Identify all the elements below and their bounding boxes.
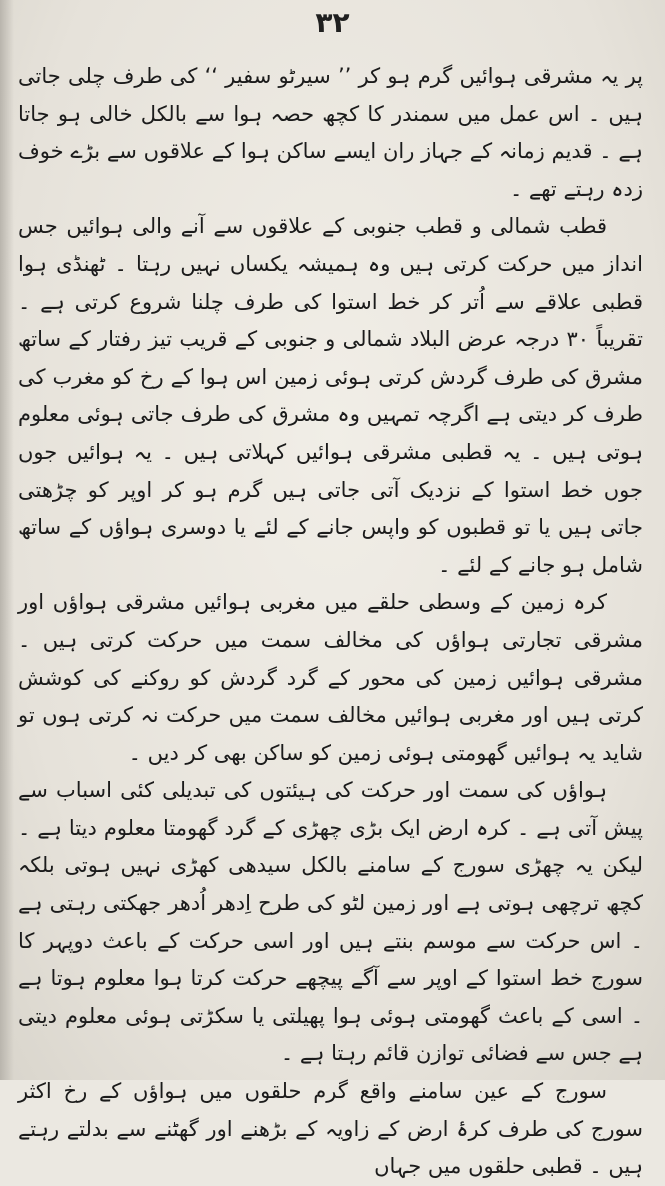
paragraph: کرہ زمین کے وسطی حلقے میں مغربی ہوائیں مشرقی ہواؤں اور مشرقی تجارتی ہواؤں کی مخالف سمت میں حرکت کرتی ہیں ۔ مشرقی ہوائیں زمین کی محور کے گرد گردش کو روکنے کی کوشش کرتی ہیں اور مغربی ہوائیں مخالف سمت میں حرکت نہ کرتی ہوں تو شاید یہ ہوائیں گھومتی ہوئی زمین کو ساکن بھی کر دیں ۔ <box>18 590 643 765</box>
paragraph: سورج کے عین سامنے واقع گرم حلقوں میں ہواؤں کے رخ اکثر سورج کی طرف کرۂ ارض کے زاویہ کے بڑھنے اور گھٹنے سے بدلتے رہتے ہیں ۔ قطبی حلقوں میں جہاں <box>18 1079 643 1179</box>
paragraph: قطب شمالی و قطب جنوبی کے علاقوں سے آنے والی ہوائیں جس انداز میں حرکت کرتی ہیں وہ ہمیشہ یکساں نہیں رہتا ۔ ٹھنڈی ہوا قطبی علاقے سے اُتر کر خط استوا کی طرف چلنا شروع کرتی ہے ۔ تقریباً ۳۰ درجہ عرض البلاد شمالی و جنوبی کے قریب تیز رفتار کے ساتھ مشرق کی طرف گردش کرتی ہوئی زمین اس ہوا کے رخ کو مغرب کی طرف کر دیتی ہے اگرچہ تمہیں وہ مشرق کی طرف جاتی ہوئی معلوم ہوتی ہیں ۔ یہ قطبی مشرقی ہوائیں کہلاتی ہیں ۔ یہ ہوائیں جوں جوں خط استوا کے نزدیک آتی جاتی ہیں گرم ہو کر اوپر کو چڑھتی جاتی ہیں یا تو قطبوں کو واپس جانے کے لئے یا دوسری ہواؤں کے ساتھ شامل ہو جانے کے لئے ۔ <box>18 214 643 577</box>
page-number: ۳۲ <box>315 6 350 39</box>
paragraph: ہواؤں کی سمت اور حرکت کی ہیئتوں کی تبدیلی کئی اسباب سے پیش آتی ہے ۔ کرہ ارض ایک بڑی چھڑی کے گرد گھومتا معلوم دیتا ہے ۔ لیکن یہ چھڑی سورج کے سامنے بالکل سیدھی کھڑی نہیں ہوتی بلکہ کچھ ترچھی ہوتی ہے اور زمین لٹو کی طرح اِدھر اُدھر جھکتی رہتی ہے ۔ اس حرکت سے موسم بنتے ہیں اور اسی حرکت کے باعث دوپہر کا سورج خط استوا کے اوپر سے آگے پیچھے حرکت کرتا ہوا معلوم ہوتا ہے ۔ اسی کے باعث گھومتی ہوئی ہوا پھیلتی یا سکڑتی ہوئی معلوم دیتی ہے جس سے فضائی توازن قائم رہتا ہے ۔ <box>18 778 643 1066</box>
page-body <box>18 58 643 1186</box>
paragraph: پر یہ مشرقی ہوائیں گرم ہو کر ’’ سیرٹو سفیر ‘‘ کی طرف چلی جاتی ہیں ۔ اس عمل میں سمندر کا کچھ حصہ ہوا سے بالکل خالی ہو جاتا ہے ۔ قدیم زمانہ کے جہاز ران ایسے ساکن ہوا کے علاقوں سے بڑے خوف زدہ رہتے تھے ۔ <box>18 64 643 201</box>
page-edge-shadow <box>0 0 14 1080</box>
